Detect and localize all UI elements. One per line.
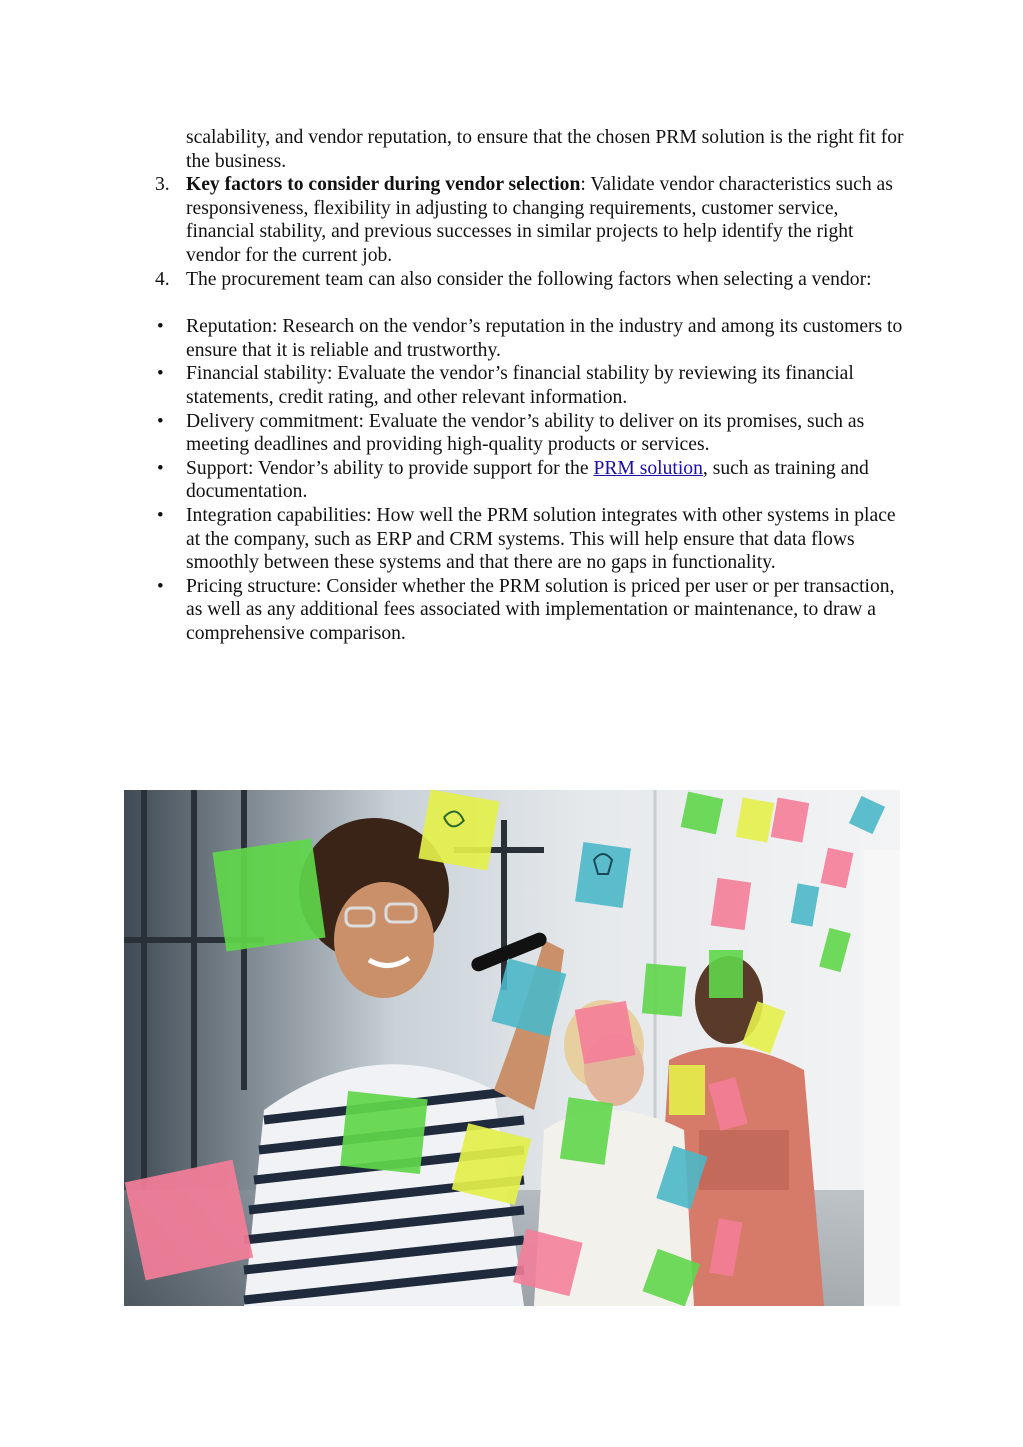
numbered-item-3: [150, 173, 910, 267]
bullet-icon: •: [157, 316, 164, 338]
numbered-item-4: [150, 268, 910, 292]
bullet-icon: •: [157, 504, 164, 526]
paragraph-gap: [150, 291, 910, 315]
bullet-icon: •: [157, 457, 164, 479]
bullet-icon: •: [157, 410, 164, 432]
bullet-text: Financial stability: Evaluate the vendor’s financial stability by reviewing its financial statements, credit rating, and other relevant information.: [186, 363, 854, 408]
bullet-text: Pricing structure: Consider whether the PRM solution is priced per user or per transaction, as well as any additional fees associated with implementation or maintenance, to draw a comprehensive comparison.: [186, 575, 895, 644]
intro-continuation: scalability, and vendor reputation, to ensure that the chosen PRM solution is the right fit for the business.: [186, 127, 904, 172]
item-text: : Validate vendor characteristics such as responsiveness, flexibility in adjusting to changing requirements, customer service, financial stability, and previous successes in similar projects to help identify the right vendor for the current job.: [186, 174, 893, 266]
bullet-text-after: , such as training and documentation.: [186, 457, 869, 503]
list-number: 3.: [155, 174, 170, 196]
bullet-delivery-commitment: [150, 410, 910, 457]
bullet-text: Reputation: Research on the vendor’s reputation in the industry and among its customers to ensure that it is reliable and trustworthy.: [186, 316, 903, 361]
white-pillar: [864, 850, 900, 1306]
bullet-integration-capabilities: [150, 504, 910, 575]
bullet-icon: •: [157, 363, 164, 385]
bullet-reputation: [150, 315, 910, 362]
document-body: [150, 126, 910, 645]
prm-solution-link[interactable]: PRM solution: [593, 457, 703, 479]
bullet-text: Integration capabilities: How well the PRM solution integrates with other systems in place at the company, such as ERP and CRM systems. This will help ensure that data flows smoothly between these systems and that there are no gaps in functionality.: [186, 504, 896, 574]
item-text: The procurement team can also consider the following factors when selecting a vendor:: [186, 268, 872, 290]
bullet-icon: •: [157, 575, 164, 597]
bullet-support: [150, 457, 910, 504]
bullet-text: Delivery commitment: Evaluate the vendor’s ability to deliver on its promises, such as meeting deadlines and providing high-quality products or services.: [186, 410, 865, 456]
bullet-pricing-structure: [150, 575, 910, 646]
team-sticky-notes-photo: [124, 790, 900, 1306]
bullet-text-before: Support: Vendor’s ability to provide support for the: [186, 457, 594, 479]
photo-illustration: [124, 790, 900, 1306]
bold-lead: Key factors to consider during vendor selection: [186, 174, 581, 196]
list-number: 4.: [155, 268, 170, 290]
bullet-financial-stability: [150, 362, 910, 409]
